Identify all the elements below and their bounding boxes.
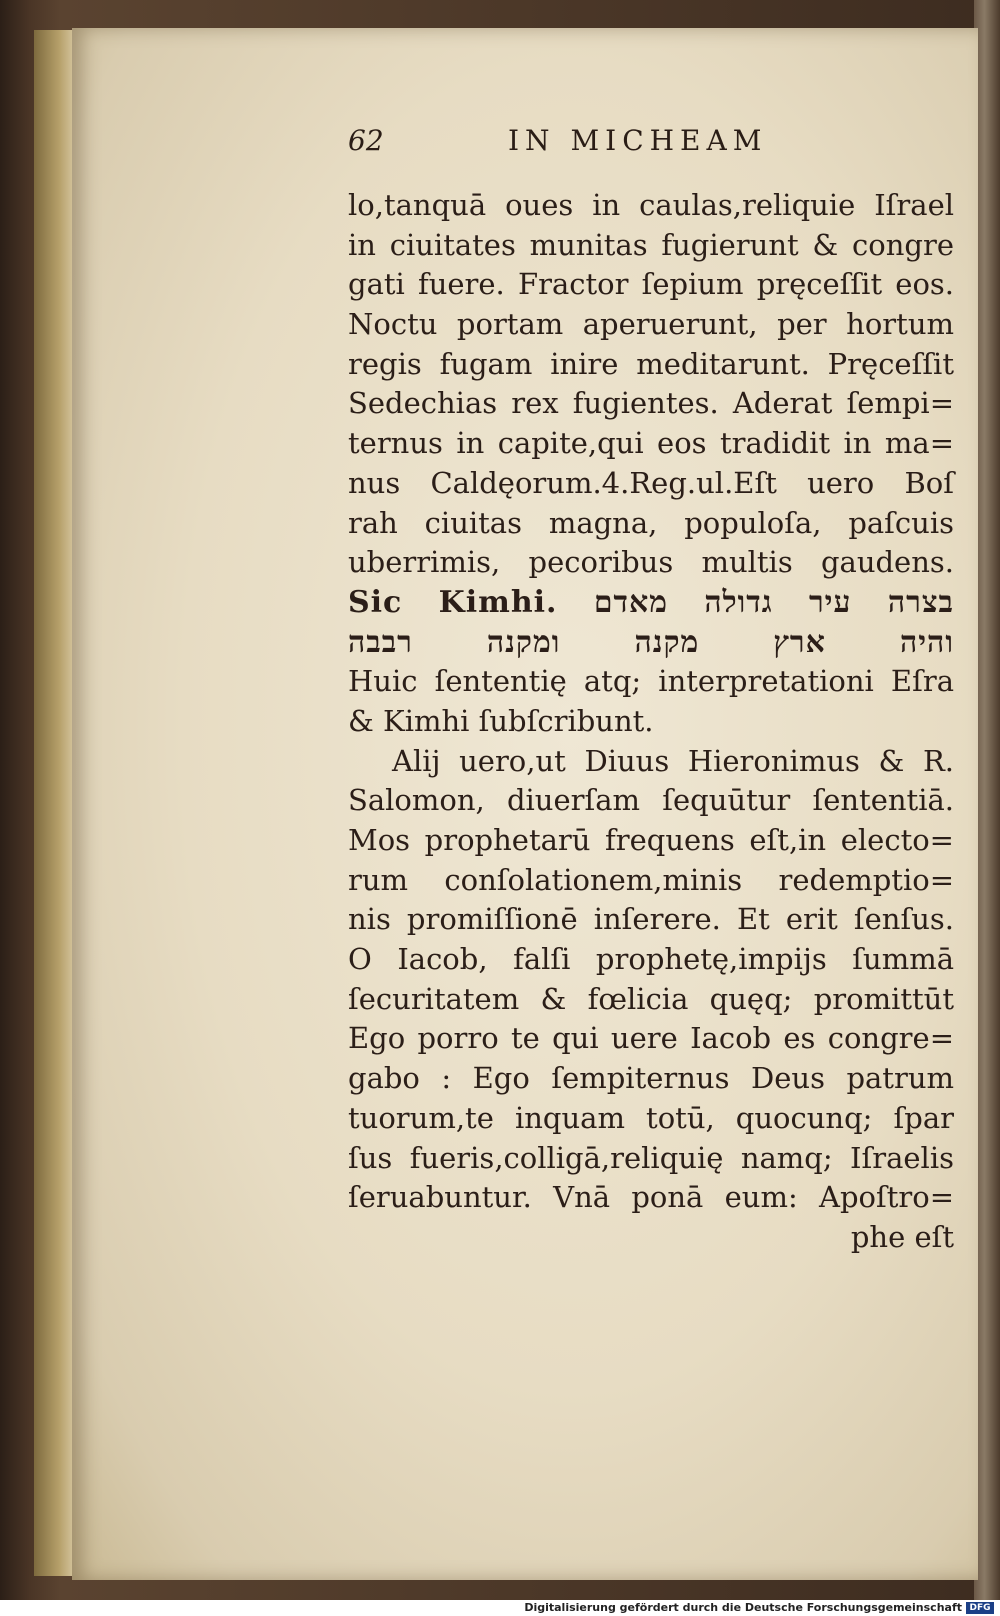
- text-line: nus Caldęorum.4.Reg.ul.Eſt uero Boſ: [348, 465, 954, 500]
- text-line: O Iacob, falſi prophetę,impijs ſummā: [348, 942, 954, 977]
- text-line: rah ciuitas magna, populoſa, paſcuis: [348, 505, 954, 540]
- text-line: Sedechias rex fugientes. Aderat ſempi=: [348, 386, 954, 421]
- text-line: Salomon, diuerſam ſequūtur ſententiā.: [348, 783, 954, 818]
- text-line-hebrew: והיה ארץ מקנה ומקנה רבבה: [348, 624, 954, 660]
- catchword: phe eſt: [850, 1219, 954, 1254]
- text-line: Mos prophetarū frequens eſt,in electo=: [348, 823, 954, 857]
- text-line: tuorum,te inquam totū, quocunq; ſpar: [348, 1100, 954, 1135]
- text-line: ſecuritatem & fœlicia quęq; promittūt: [348, 981, 954, 1016]
- text-line: uberrimis, pecoribus multis gaudens.: [348, 545, 954, 580]
- text-line: lo,tanquā oues in caulas,reliquie Iſrael: [348, 188, 954, 222]
- text-line-paragraph-start: Alij uero,ut Diuus Hieronimus & R.: [392, 743, 954, 778]
- folio-number: 62: [348, 124, 384, 157]
- text-block: [348, 186, 954, 1258]
- text-line: ſus fueris,colligā,reliquię namq; Iſraelis: [348, 1140, 954, 1175]
- text-line-hebrew: Sic Kimhi. בצרה עיר גדולה מאדם: [348, 584, 954, 620]
- text-line: ſeruabuntur. Vnā ponā eum: Apoſtro=: [348, 1180, 954, 1215]
- text-line: rum conſolationem,minis redemptio=: [348, 862, 954, 897]
- text-line: Noctu portam aperuerunt, per hortum: [348, 307, 954, 342]
- text-line: Huic ſententię atq; interpretationi Eſra: [348, 664, 954, 699]
- digitization-credit: Digitalisierung gefördert durch die Deutsche Forschungsgemeinschaft: [524, 1601, 962, 1614]
- text-line: regis fugam inire meditarunt. Pręceſſit: [348, 346, 954, 381]
- text-line: nis promiſſionē inſerere. Et erit ſenſus.: [348, 902, 954, 937]
- text-line: in ciuitates munitas fugierunt & congre: [348, 227, 954, 262]
- page-gutter-edge: [34, 30, 76, 1576]
- text-line: gati fuere. Fractor ſepium pręceſſit eos.: [348, 267, 954, 302]
- running-header: [348, 124, 818, 164]
- dfg-logo: DFG: [966, 1602, 994, 1614]
- text-line: Ego porro te qui uere Iacob es congre=: [348, 1021, 954, 1056]
- text-line: & Kimhi ſubſcribunt.: [348, 703, 654, 738]
- text-line: gabo : Ego ſempiternus Deus patrum: [348, 1061, 954, 1096]
- running-title: IN MICHEAM: [508, 124, 768, 157]
- text-line: ternus in capite,qui eos tradidit in ma=: [348, 426, 954, 461]
